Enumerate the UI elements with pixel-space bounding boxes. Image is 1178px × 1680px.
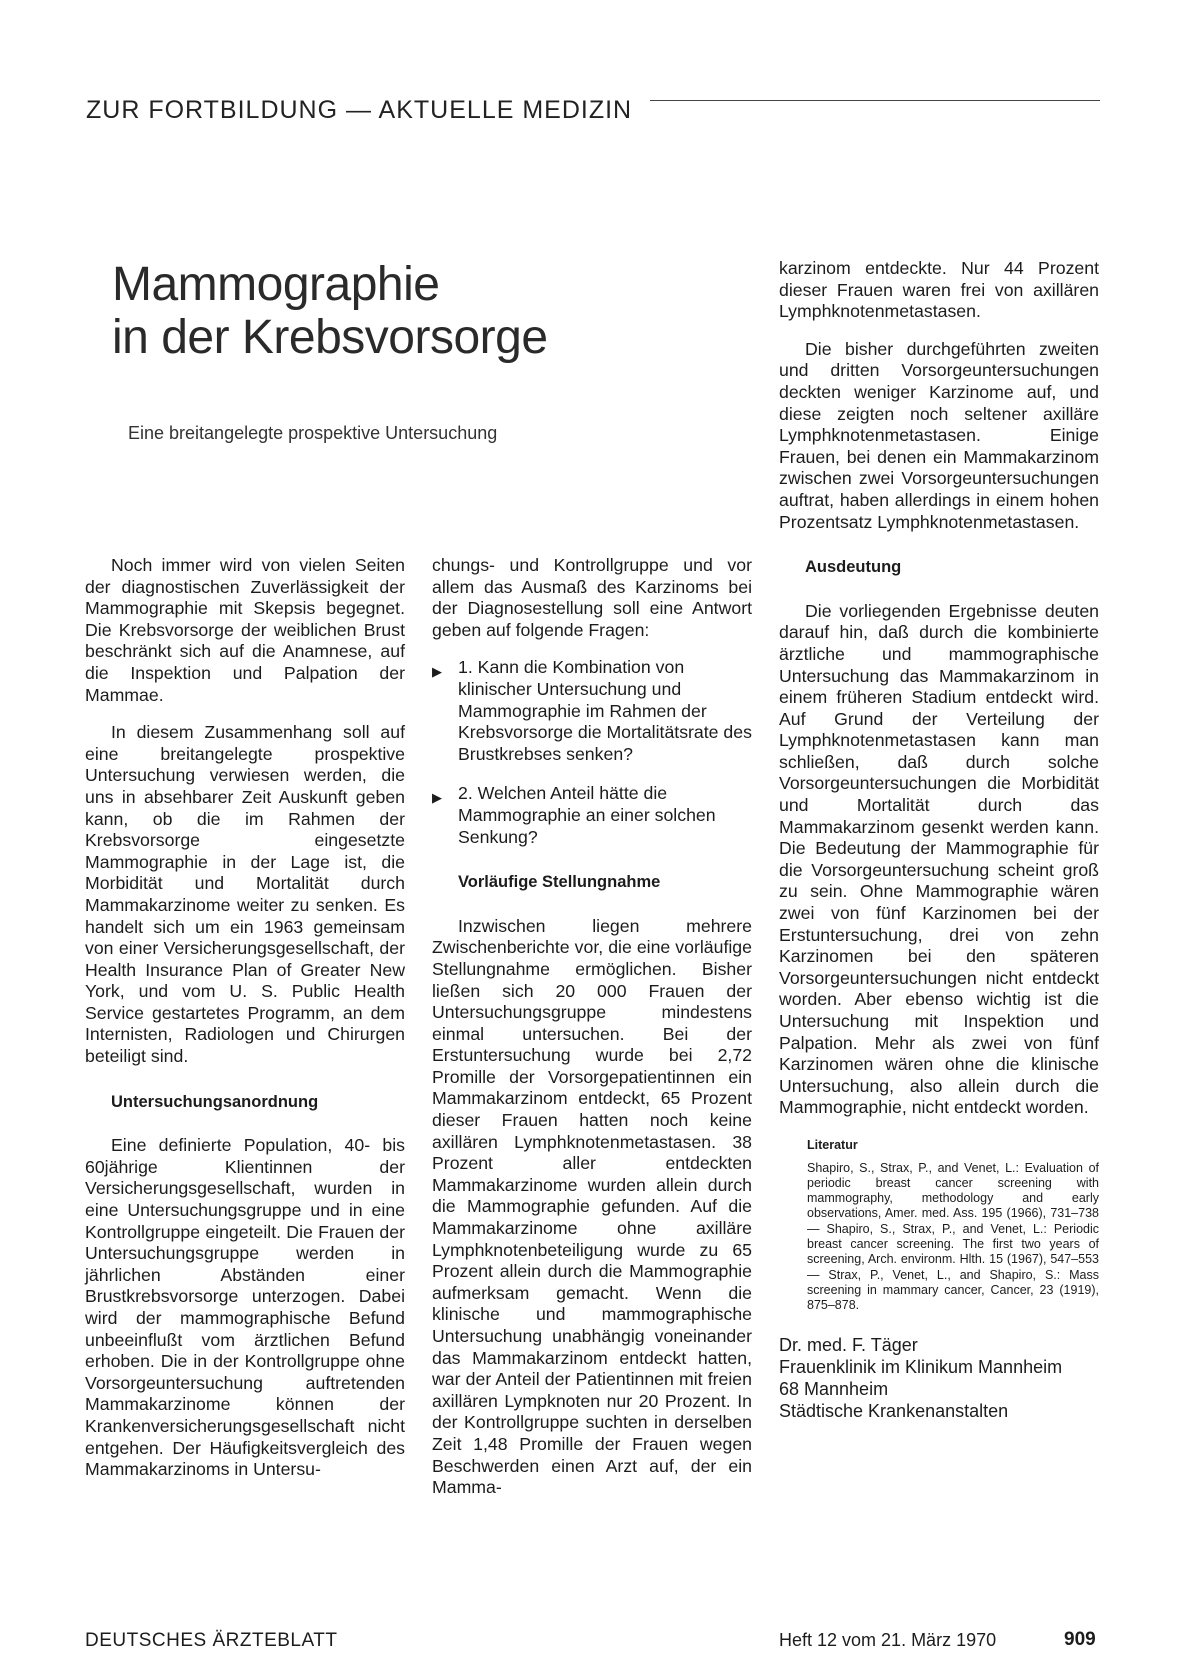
question-1-text: 1. Kann die Kombination von klinischer Untersuchung und Mammographie im Rahmen der Krebsvorsorge die Mortalitätsrate des Brustkrebses senken? [458, 657, 752, 764]
column-2 [432, 555, 752, 1515]
literature-references: Shapiro, S., Strax, P., and Venet, L.: Evaluation of periodic breast cancer screening with mammography, methodology and early observations, Amer. med. Ass. 195 (1966), 731–738 — Shapiro, S., Strax, P., and Venet, L.: Periodic breast cancer screening. The first two years of screening, Arch. environm. Hlth. 15 (1967), 547–553 — Strax, P., Venet, L., and Shapiro, S.: Mass screening in mammary cancer, Cancer, 23 (1919), 875–878. [807, 1160, 1099, 1313]
title-line-1: Mammographie [112, 258, 440, 311]
column-3 [779, 258, 1099, 1422]
col2-paragraph-1: chungs- und Kontrollgruppe und vor allem das Ausmaß des Karzinoms bei der Diagnosestellung soll eine Antwort geben auf folgende Fragen: [432, 555, 752, 640]
section-heading-ausdeutung: Ausdeutung [805, 558, 902, 577]
header-rule [650, 100, 1100, 101]
col1-paragraph-1: Noch immer wird von vielen Seiten der diagnostischen Zuverlässigkeit der Mammographie mit Skepsis begegnet. Die Krebsvorsorge der weiblichen Brust beschränkt sich auf die Anamnese, auf die Inspektion und Palpation der Mammae. [85, 555, 405, 705]
col1-paragraph-2: In diesem Zusammenhang soll auf eine breitangelegte prospektive Untersuchung verwiesen werden, die uns in absehbarer Zeit Auskunft geben kann, ob die im Rahmen der Krebsvorsorge eingesetzte Mammographie in der Lage ist, die Morbidität und Mortalität durch Mammakarzinome weiter zu senken. Es handelt sich um ein 1963 gemeinsam von einer Versicherungsgesellschaft, der Health Insurance Plan of Greater New York, und vom U. S. Public Health Service gestartetes Programm, an dem Internisten, Radiologen und Chirurgen beteiligt sind. [85, 722, 405, 1067]
page-number: 909 [1064, 1629, 1096, 1650]
triangle-marker-icon: ▶ [432, 664, 442, 680]
question-list [432, 657, 752, 848]
author-block [779, 1334, 1099, 1422]
article-title [112, 258, 548, 364]
col3-paragraph-1: karzinom entdeckte. Nur 44 Prozent dieser Frauen waren frei von axillären Lymphknotenmetastasen. [779, 258, 1099, 322]
section-heading-untersuchungsanordnung: Untersuchungsanordnung [111, 1092, 319, 1111]
question-2 [432, 783, 752, 848]
author-name: Dr. med. F. Täger [779, 1334, 918, 1355]
author-affiliation-3: Städtische Krankenanstalten [779, 1400, 1009, 1421]
question-2-text: 2. Welchen Anteil hätte die Mammographie an einer solchen Senkung? [458, 783, 716, 847]
col1-paragraph-3: Eine definierte Population, 40- bis 60jährige Klientinnen der Versicherungsgesellschaft, wurden in eine Untersuchungsgruppe und in eine Kontrollgruppe eingeteilt. Die Frauen der Untersuchungsgruppe werden in jährlichen Abständen einer Brustkrebsvorsorge unterzogen. Dabei wird der mammographische Befund unbeeinflußt vom ärztlichen Befund erhoben. Die in der Kontrollgruppe ohne Vorsorgeuntersuchung auftretenden Mammakarzinome können der Krankenversicherungsgesellschaft nicht entgehen. Der Häufigkeitsvergleich des Mammakarzinoms in Untersu- [85, 1135, 405, 1480]
col2-paragraph-2: Inzwischen liegen mehrere Zwischenberichte vor, die eine vorläufige Stellungnahme ermöglichen. Bisher ließen sich 20 000 Frauen der Untersuchungsgruppe mindestens einmal untersuchen. Bei der Erstuntersuchung wurde bei 2,72 Promille der Vorsorgepatientinnen ein Mammakarzinom entdeckt, 65 Prozent dieser Frauen hatten noch keine axillären Lymphknotenmetastasen. 38 Prozent aller entdeckten Mammakarzinome wurden allein durch die Mammographie gefunden. Auf die Mammakarzinome ohne axilläre Lymphknotenbeteiligung wurde zu 65 Prozent allein durch die Mammographie aufmerksam gemacht. Wenn die klinische und mammographische Untersuchung unabhängig voneinander das Mammakarzinom entdeckt hatten, war der Anteil der Patientinnen mit freien axillären Lympknoten nur 20 Prozent. In der Kontrollgruppe suchten in derselben Zeit 1,48 Promille der Frauen wegen Beschwerden einen Arzt auf, der ein Mamma- [432, 915, 752, 1498]
title-line-2: in der Krebsvorsorge [112, 311, 548, 364]
footer-journal: DEUTSCHES ÄRZTEBLATT [85, 1630, 338, 1651]
article-subtitle: Eine breitangelegte prospektive Untersuchung [128, 423, 498, 443]
question-1 [432, 657, 752, 765]
literature-heading: Literatur [807, 1137, 858, 1152]
section-heading-stellungnahme: Vorläufige Stellungnahme [458, 873, 661, 892]
triangle-marker-icon: ▶ [432, 790, 442, 806]
col3-paragraph-2: Die bisher durchgeführten zweiten und dritten Vorsorgeuntersuchungen deckten weniger Karzinome auf, und diese zeigten noch seltener axilläre Lymphknotenmetastasen. Einige Frauen, bei denen ein Mammakarzinom zwischen zwei Vorsorgeuntersuchungen auftrat, haben allerdings in einem hohen Prozentsatz Lymphknotenmetastasen. [779, 338, 1099, 532]
column-1 [85, 555, 405, 1497]
col3-paragraph-3: Die vorliegenden Ergebnisse deuten darauf hin, daß durch die kombinierte ärztliche und mammographische Untersuchung das Mammakarzinom in einem früheren Stadium entdeckt wird. Auf Grund der Verteilung der Lymphknotenmetastasen kann man schließen, daß durch solche Vorsorgeuntersuchungen die Morbidität und Mortalität durch das Mammakarzinom gesenkt werden kann. Die Bedeutung der Mammographie für die Vorsorgeuntersuchung scheint groß zu sein. Ohne Mammographie wären zwei von fünf Karzinomen bei der Erstuntersuchung, drei von zehn Karzinomen bei den späteren Vorsorgeuntersuchungen nicht entdeckt worden. Aber ebenso wichtig ist die Untersuchung mit Inspektion und Palpation. Mehr als zwei von fünf Karzinomen wären ohne die klinische Untersuchung, also allein durch die Mammographie, nicht entdeckt worden. [779, 600, 1099, 1118]
running-header: ZUR FORTBILDUNG — AKTUELLE MEDIZIN [86, 96, 633, 124]
author-affiliation-1: Frauenklinik im Klinikum Mannheim [779, 1356, 1063, 1377]
author-affiliation-2: 68 Mannheim [779, 1378, 889, 1399]
footer-issue: Heft 12 vom 21. März 1970 [779, 1630, 997, 1650]
